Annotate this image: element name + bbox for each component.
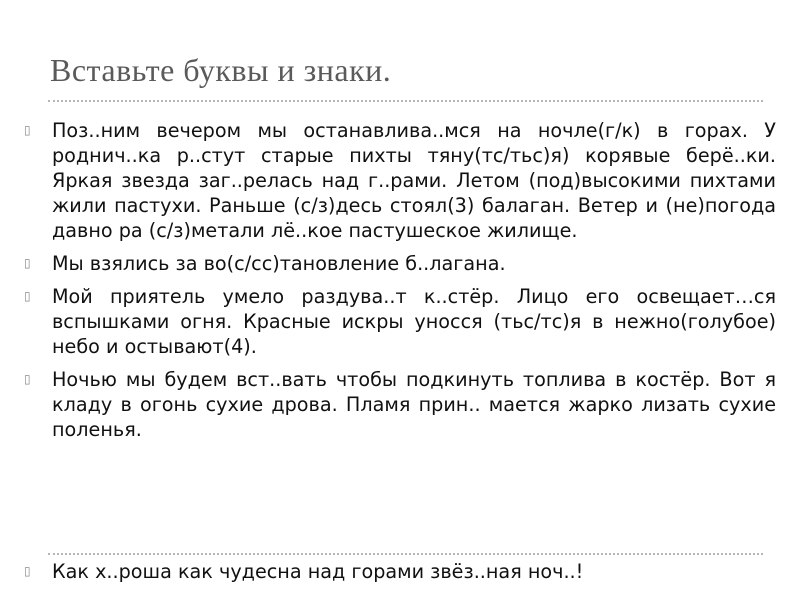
paragraph-text: Мой приятель умело раздува..т к..стёр. Лицо его освещает…ся вспышками огня. Красные искры уносся (тьс/тс)я в нежно(голубое) небо и остывают(4). — [52, 285, 776, 358]
title-divider — [48, 100, 763, 102]
paragraph-1 — [22, 118, 776, 243]
paragraph-text: Как х..роша как чудесна над горами звёз..ная ноч..! — [52, 560, 584, 583]
bottom-divider — [48, 553, 763, 555]
paragraph-3 — [22, 284, 776, 359]
paragraph-text: Мы взялись за во(с/сс)тановление б..лагана. — [52, 252, 506, 275]
paragraph-5 — [22, 559, 776, 584]
bullet-icon: ▯ — [24, 123, 31, 137]
bullet-icon: ▯ — [24, 372, 31, 386]
slide-content — [22, 118, 776, 450]
paragraph-2 — [22, 251, 776, 276]
bullet-icon: ▯ — [24, 256, 31, 270]
slide-title: Вставьте буквы и знаки. — [50, 52, 392, 88]
bullet-icon: ▯ — [24, 564, 31, 578]
paragraph-text: Поз..ним вечером мы останавлива..мся на ночле(г/к) в горах. У роднич..ка р..стут старые пихты тяну(тс/тьс)я) корявые берё..ки. Яркая звезда заг..релась над г..рами. Летом (под)высокими пихтами жили пастухи. Раньше (с/з)десь стоял(3) балаган. Ветер и (не)погода давно ра (с/з)метали лё..кое пастушеское жилище. — [52, 119, 776, 242]
bullet-icon: ▯ — [24, 289, 31, 303]
paragraph-4 — [22, 367, 776, 442]
paragraph-text: Ночью мы будем вст..вать чтобы подкинуть топлива в костёр. Вот я кладу в огонь сухие дрова. Пламя прин.. мается жарко лизать сухие поленья. — [52, 368, 776, 441]
